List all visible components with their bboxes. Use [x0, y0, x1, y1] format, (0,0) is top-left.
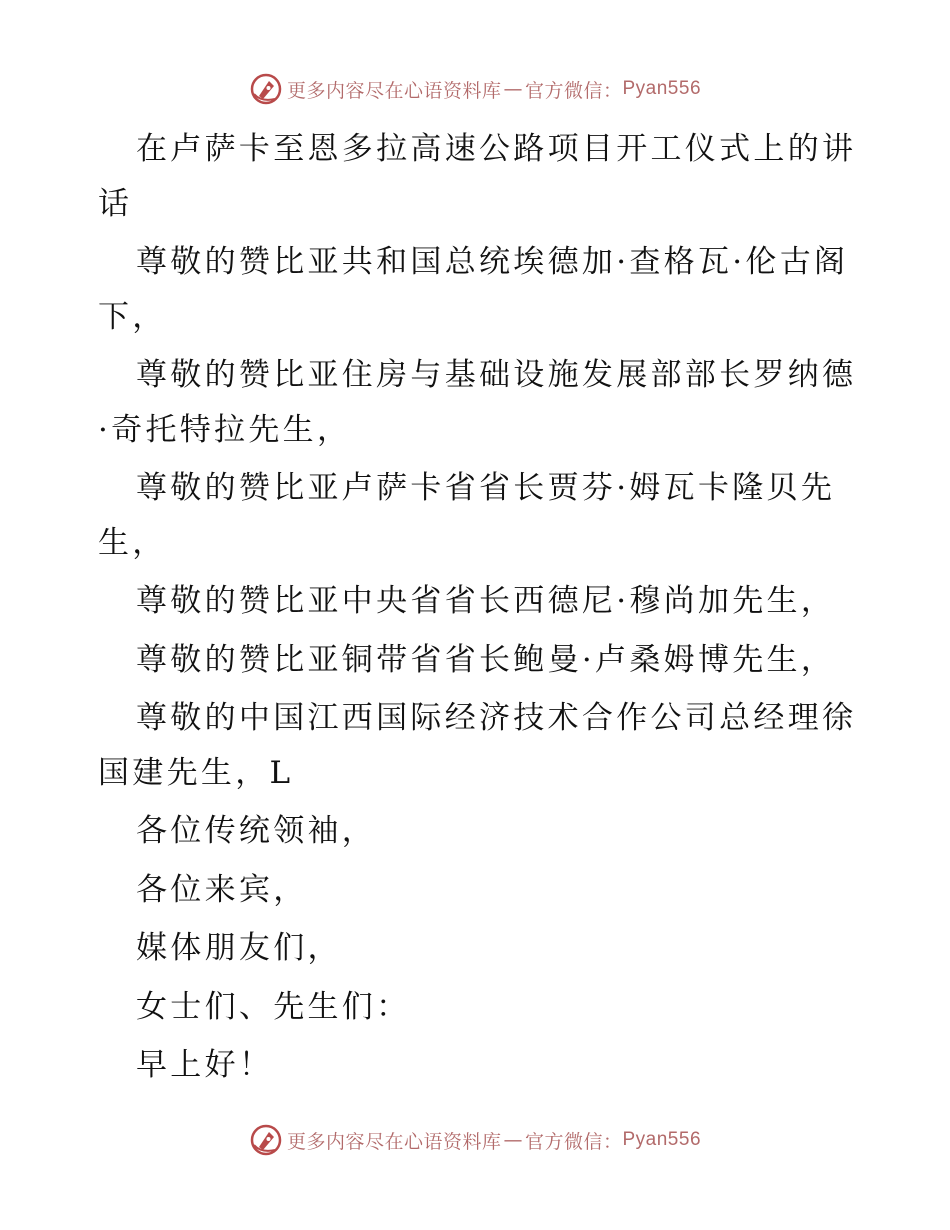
salutation-central-governor: 尊敬的赞比亚中央省省长西德尼·穆尚加先生， — [136, 583, 836, 619]
watermark-separator: — — [503, 78, 523, 100]
greeting: 早上好！ — [136, 1047, 274, 1083]
document-title: 在卢萨卡至恩多拉高速公路项目开工仪式上的讲话 — [98, 131, 857, 222]
salutation-president: 尊敬的赞比亚共和国总统埃德加·查格瓦·伦古阁下， — [98, 244, 849, 335]
footer-watermark — [0, 1123, 950, 1157]
salutation-general-manager: 尊敬的中国江西国际经济技术合作公司总经理徐国建先生，L — [98, 700, 857, 791]
document-body — [98, 122, 858, 1097]
salutation-copperbelt-governor: 尊敬的赞比亚铜带省省长鲍曼·卢桑姆博先生， — [136, 641, 836, 678]
salutation-traditional-leaders: 各位传统领袖， — [136, 813, 377, 849]
watermark-brand: Pyan556 — [622, 1129, 702, 1150]
header-watermark — [0, 72, 950, 106]
watermark-text: 更多内容尽在心语资料库 — [286, 1130, 502, 1153]
salutation-guests: 各位来宾， — [136, 871, 308, 908]
pen-nib-logo-icon — [249, 72, 283, 106]
watermark-text: 更多内容尽在心语资料库 — [286, 79, 502, 102]
watermark-separator: — — [503, 1129, 523, 1151]
salutation-minister: 尊敬的赞比亚住房与基础设施发展部部长罗纳德·奇托特拉先生， — [98, 357, 857, 448]
watermark-suffix: 官方微信： — [524, 79, 623, 102]
salutation-ladies-gentlemen: 女士们、先生们： — [136, 988, 411, 1025]
watermark-suffix: 官方微信： — [524, 1130, 623, 1153]
pen-nib-logo-icon — [249, 1123, 283, 1157]
watermark-brand: Pyan556 — [622, 78, 702, 99]
salutation-lusaka-governor: 尊敬的赞比亚卢萨卡省省长贾芬·姆瓦卡隆贝先生， — [98, 470, 836, 561]
salutation-media: 媒体朋友们， — [136, 930, 342, 966]
